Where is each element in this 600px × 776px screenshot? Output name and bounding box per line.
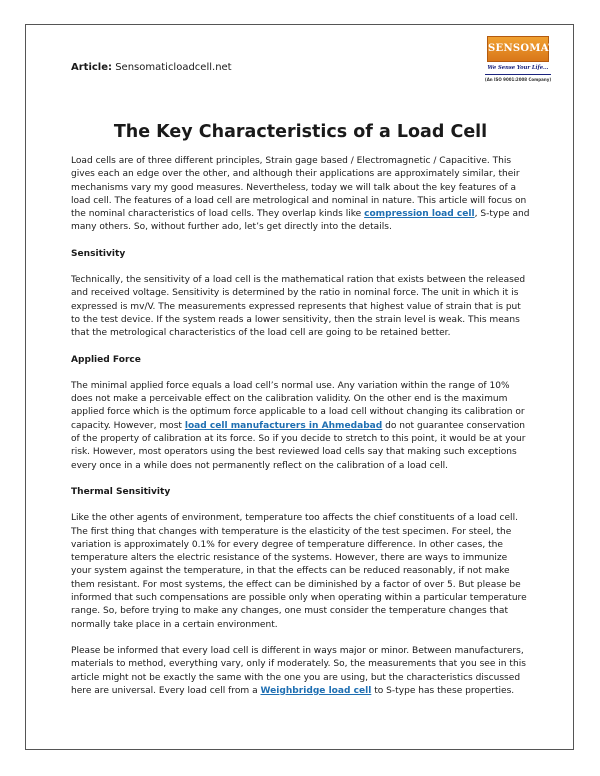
closing-text-2: to S-type has these properties. xyxy=(371,685,515,696)
logo-tagline: We Sense Your Life... xyxy=(487,65,549,71)
company-logo xyxy=(483,36,570,91)
applied-force-paragraph xyxy=(71,380,530,473)
intro-text-1: Load cells are of three different principles, Strain gage based / Electromagnetic / Capacitive. This gives each an edge over the other, and although their applications are approximately similar, their mechanisms vary my good measures. Nevertheless, today we will talk about the key features of a load cell. The features of a load cell are metrological and nominal in nature. This article will focus on the nominal characteristics of load cells. They overlap kinds like xyxy=(71,156,527,220)
weighbridge-load-cell-link[interactable]: Weighbridge load cell xyxy=(260,685,372,696)
article-source-line xyxy=(71,62,232,73)
closing-text-1: Please be informed that every load cell is different in ways major or minor. Between manufacturers, materials to method, everything vary, only if moderately. So, the measurements that you see in this article might not be exactly the same with the one you are using, but the characteristics discussed here are universal. Every load cell from a xyxy=(71,645,526,696)
manufacturers-ahmedabad-link[interactable]: load cell manufacturers in Ahmedabad xyxy=(184,420,383,431)
article-body xyxy=(71,155,530,711)
heading-thermal-sensitivity: Thermal Sensitivity xyxy=(71,486,171,497)
heading-applied-force: Applied Force xyxy=(71,354,141,365)
logo-brand: SENSOMATIC xyxy=(487,36,549,62)
sensitivity-paragraph: Technically, the sensitivity of a load cell is the mathematical ration that exists between the released and received voltage. Sensitivity is determined by the ratio in nominal force. The unit in which it is expressed is mv/V. The measurements expressed represents that highest value of strain that is put to the test device. If the system reads a lower sensitivity, then the strain level is weak. This means that the metrological characteristics of the load cell are going to be retained better. xyxy=(71,275,526,339)
applied-force-text-1: The minimal applied force equals a load cell’s normal use. Any variation within the range of 10% does not make a perceivable effect on the calibration validity. On the other end is the maximum applied force which is the optimum force applicable to a load cell without changing its calibration or capacity. However, most xyxy=(71,380,525,431)
article-title: The Key Characteristics of a Load Cell xyxy=(113,122,488,142)
intro-text-2: , S-type and many others. So, without further ado, let’s get directly into the details. xyxy=(71,209,530,233)
compression-load-cell-link[interactable]: compression load cell xyxy=(364,209,475,220)
logo-iso-note: (An ISO 9001:2008 Company) xyxy=(484,77,552,82)
heading-sensitivity: Sensitivity xyxy=(71,248,126,259)
article-source: Sensomaticloadcell.net xyxy=(115,62,232,73)
closing-paragraph xyxy=(71,645,530,698)
intro-paragraph xyxy=(71,155,530,235)
article-label: Article: xyxy=(71,62,113,73)
thermal-paragraph: Like the other agents of environment, temperature too affects the chief constituents of a load cell. The first thing that changes with temperature is the elasticity of the test specimen. For steel, the variation is approximately 0.1% for every degree of temperature difference. In other cases, the temperature alters the electric resistance of the systems. However, there are ways to immunize your system against the temperature, in that the effects can be reduced reasonably, if not make them resistant. For most systems, the effect can be diminished by a factor of over 5. But please be informed that such compensations are possible only when operating within a particular temperature range. So, before trying to make any changes, one must consider the temperature changes that normally take place in a certain environment. xyxy=(71,513,527,630)
applied-force-text-2: do not guarantee conservation of the property of calibration at its force. So if you decide to stretch to this point, it would be at your risk. However, most operators using the best reviewed load cells say that making such exceptions every once in a while does not permanently reflect on the calibration of a load cell. xyxy=(71,420,526,471)
logo-divider xyxy=(485,74,551,75)
